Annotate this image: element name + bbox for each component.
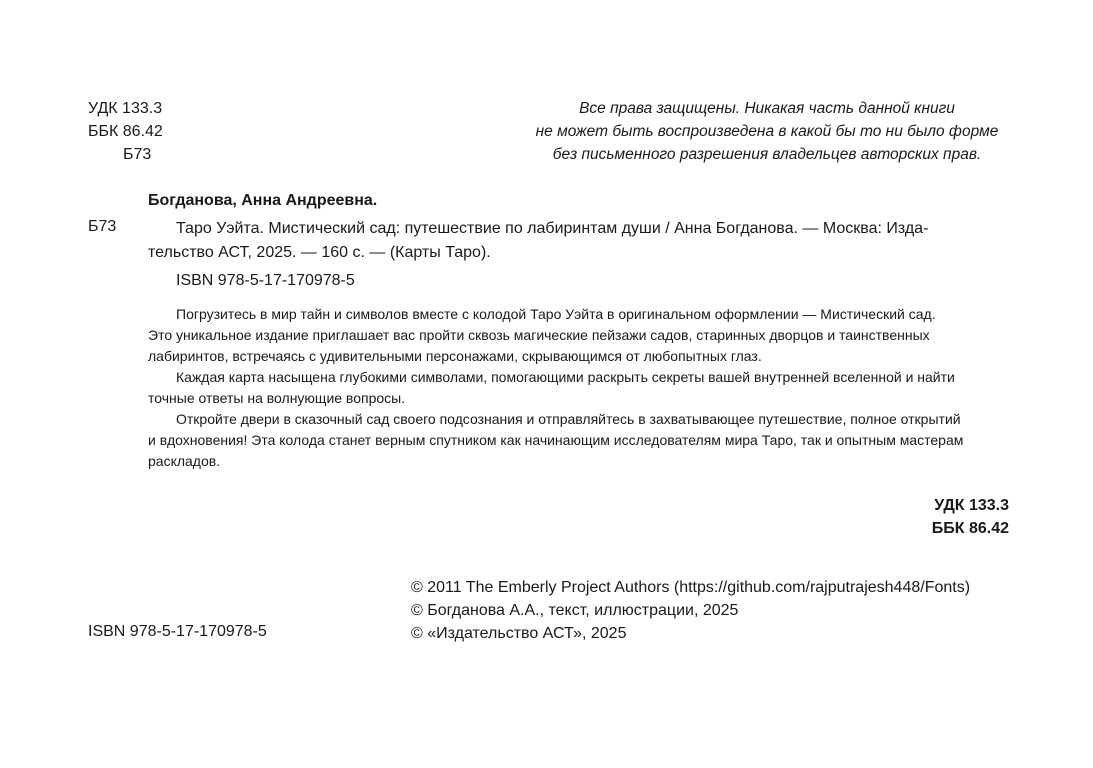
annotation-line: раскладов. — [148, 453, 221, 469]
annotation-line: лабиринтов, встречаясь с удивительными персонажами, скрывающимся от любопытных глаз. — [148, 348, 762, 364]
record-isbn: ISBN 978-5-17-170978-5 — [176, 272, 355, 289]
copyright-line-3: © «Издательство АСТ», 2025 — [411, 625, 627, 642]
copyright-line-2: © Богданова А.А., текст, иллюстрации, 2025 — [411, 602, 739, 619]
record-author-mark: Б73 — [88, 218, 117, 235]
footer-udk-code: УДК 133.3 — [934, 497, 1009, 514]
annotation-line: Это уникальное издание приглашает вас пройти сквозь магические пейзажи садов, старинных дворцов и таинственных — [148, 327, 930, 343]
annotation-line: и вдохновения! Эта колода станет верным спутником как начинающим исследователям мира Таро, так и опытным мастерам — [148, 432, 964, 448]
title-line-2: тельство АСТ, 2025. — 160 с. — (Карты Таро). — [148, 244, 491, 261]
rights-line-3: без письменного разрешения владельцев авторских прав. — [552, 146, 982, 163]
footer-isbn: ISBN 978-5-17-170978-5 — [88, 623, 267, 640]
copyright-block — [411, 576, 970, 645]
annotation-line: точные ответы на волнующие вопросы. — [148, 390, 406, 406]
title-line-1: Таро Уэйта. Мистический сад: путешествие по лабиринтам души / Анна Богданова. — Москва: Изда- — [176, 220, 929, 237]
bibliographic-description — [148, 217, 1009, 265]
annotation-line: Погрузитесь в мир тайн и символов вместе с колодой Таро Уэйта в оригинальном оформлении — Мистический сад. — [176, 306, 936, 322]
rights-line-1: Все права защищены. Никакая часть данной книги — [579, 100, 955, 117]
author-mark: Б73 — [123, 146, 152, 163]
annotation-line: Каждая карта насыщена глубокими символами, помогающими раскрыть секреты вашей внутренней вселенной и найти — [176, 369, 955, 385]
rights-line-2: не может быть воспроизведена в какой бы то ни было форме — [535, 123, 999, 140]
rights-notice — [527, 97, 1007, 166]
udk-code: УДК 133.3 — [88, 100, 163, 117]
annotation — [148, 304, 1009, 472]
footer-bbk-code: ББК 86.42 — [931, 520, 1009, 537]
author-heading: Богданова, Анна Андреевна. — [148, 192, 378, 209]
annotation-line: Откройте двери в сказочный сад своего подсознания и отправляйтесь в захватывающее путешествие, полное открытий — [176, 411, 961, 427]
classification-codes — [88, 97, 163, 166]
footer-classification-codes — [932, 494, 1009, 540]
bbk-code: ББК 86.42 — [88, 123, 163, 140]
copyright-line-1: © 2011 The Emberly Project Authors (https://github.com/rajputrajesh448/Fonts) — [411, 579, 971, 596]
